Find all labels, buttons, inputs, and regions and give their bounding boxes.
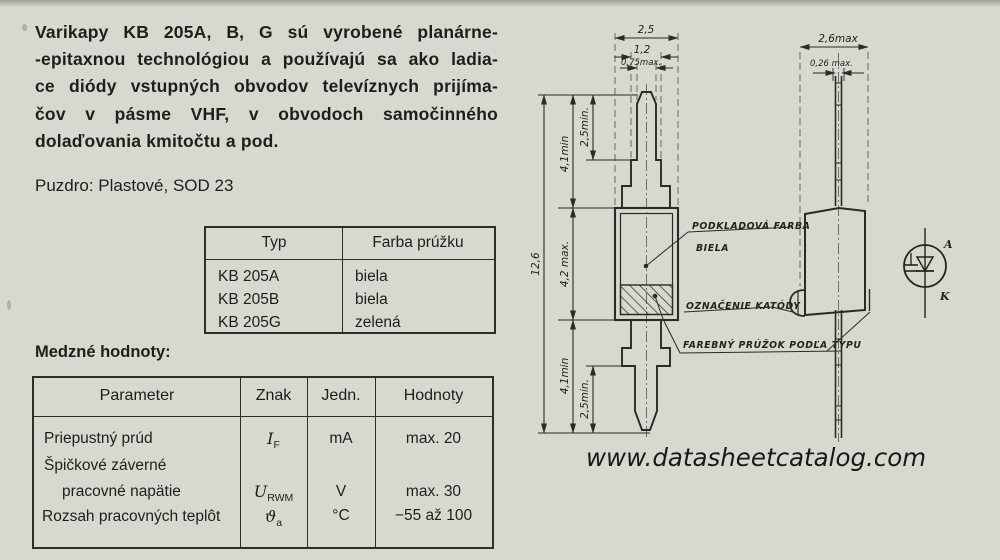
limits-unit: V bbox=[335, 483, 347, 500]
dim-lead-bottom: 4,1min bbox=[559, 357, 571, 395]
limits-parameter: pracovné napätie bbox=[62, 483, 181, 500]
scan-speck bbox=[7, 300, 11, 310]
limits-title: Medzné hodnoty: bbox=[35, 343, 171, 361]
dim-lead-mid-width: 1,2 bbox=[633, 44, 651, 56]
dim-lead-tip-width: 0,75max. bbox=[621, 58, 662, 68]
front-top-lead bbox=[622, 92, 670, 208]
scan-speck bbox=[22, 24, 27, 31]
front-color-band-hatch bbox=[621, 285, 673, 315]
limits-value: max. 20 bbox=[405, 430, 462, 447]
dim-tip-bottom: 2,5min. bbox=[579, 379, 591, 419]
cathode-label: K bbox=[940, 290, 950, 303]
label-color-band: FAREBNÝ PRÚŽOK PODĽA TYPU bbox=[683, 340, 862, 351]
dim-side-width: 2,6max bbox=[818, 33, 858, 45]
limits-parameter: Rozsah pracovných teplôt bbox=[42, 508, 221, 525]
label-base-color-line2: BIELA bbox=[696, 243, 730, 254]
table-cell-typ: KB 205B bbox=[218, 291, 280, 308]
dim-lead-thickness: 0,26 max. bbox=[810, 59, 853, 69]
watermark: www.datasheetcatalog.com bbox=[586, 443, 927, 472]
limits-symbol: $I_F$ bbox=[267, 429, 280, 452]
limits-header-parameter: Parameter bbox=[99, 387, 175, 404]
side-body-outline bbox=[805, 208, 865, 315]
dim-body-width: 2,5 bbox=[637, 24, 655, 36]
limits-parameter: Špičkové záverné bbox=[44, 457, 167, 474]
dim-total-length: 12,6 bbox=[530, 252, 542, 276]
intro-line: ce diódy vstupných obvodov televíznych prijíma- bbox=[35, 76, 498, 97]
package-line: Puzdro: Plastové, SOD 23 bbox=[35, 176, 234, 195]
anode-label: A bbox=[944, 238, 953, 251]
scan-edge-artifact bbox=[0, 0, 1000, 7]
front-bottom-lead bbox=[622, 320, 670, 430]
type-table-header-farba: Farba prúžku bbox=[372, 234, 464, 251]
table-divider bbox=[34, 416, 492, 417]
package-drawing bbox=[530, 8, 1000, 446]
label-base-color-line1: PODKLADOVÁ FARBA bbox=[692, 221, 811, 232]
intro-paragraph bbox=[35, 22, 498, 158]
limits-value: −55 až 100 bbox=[394, 507, 473, 524]
dim-tip-top: 2,5min. bbox=[579, 107, 591, 147]
dim-lead-top: 4,1min bbox=[559, 135, 571, 173]
limits-header-znak: Znak bbox=[255, 387, 292, 404]
limits-header-jedn: Jedn. bbox=[321, 387, 361, 404]
varicap-symbol bbox=[904, 228, 946, 318]
intro-line: dolaďovania kmitočtu a pod. bbox=[35, 130, 279, 151]
limits-symbol: $ϑ_a$ bbox=[264, 507, 283, 530]
limits-unit: mA bbox=[329, 430, 353, 447]
limits-parameter: Priepustný prúd bbox=[44, 430, 153, 447]
table-cell-typ: KB 205G bbox=[218, 314, 281, 331]
intro-line: -epitaxnou technológiou a používajú sa ako ladia- bbox=[35, 49, 498, 70]
table-divider bbox=[206, 259, 494, 260]
table-cell-farba: zelená bbox=[355, 314, 401, 331]
table-cell-farba: biela bbox=[355, 268, 388, 285]
intro-line: Varikapy KB 205A, B, G sú vyrobené planárne- bbox=[35, 22, 498, 42]
limits-unit: °C bbox=[332, 507, 350, 524]
type-table bbox=[204, 226, 496, 334]
label-cathode-marking: OZNAČENIE KATÓDY bbox=[686, 301, 801, 312]
dim-body-length: 4,2 max. bbox=[559, 240, 571, 288]
intro-line: čov v pásme VHF, v obvodoch samočinného bbox=[35, 103, 498, 124]
limits-value: max. 30 bbox=[405, 483, 462, 500]
table-cell-farba: biela bbox=[355, 291, 388, 308]
table-cell-typ: KB 205A bbox=[218, 268, 280, 285]
type-table-header-typ: Typ bbox=[261, 234, 287, 251]
limits-header-hodnoty: Hodnoty bbox=[403, 387, 464, 404]
limits-table bbox=[32, 376, 494, 549]
limits-symbol: $U_{RWM}$ bbox=[253, 482, 294, 505]
